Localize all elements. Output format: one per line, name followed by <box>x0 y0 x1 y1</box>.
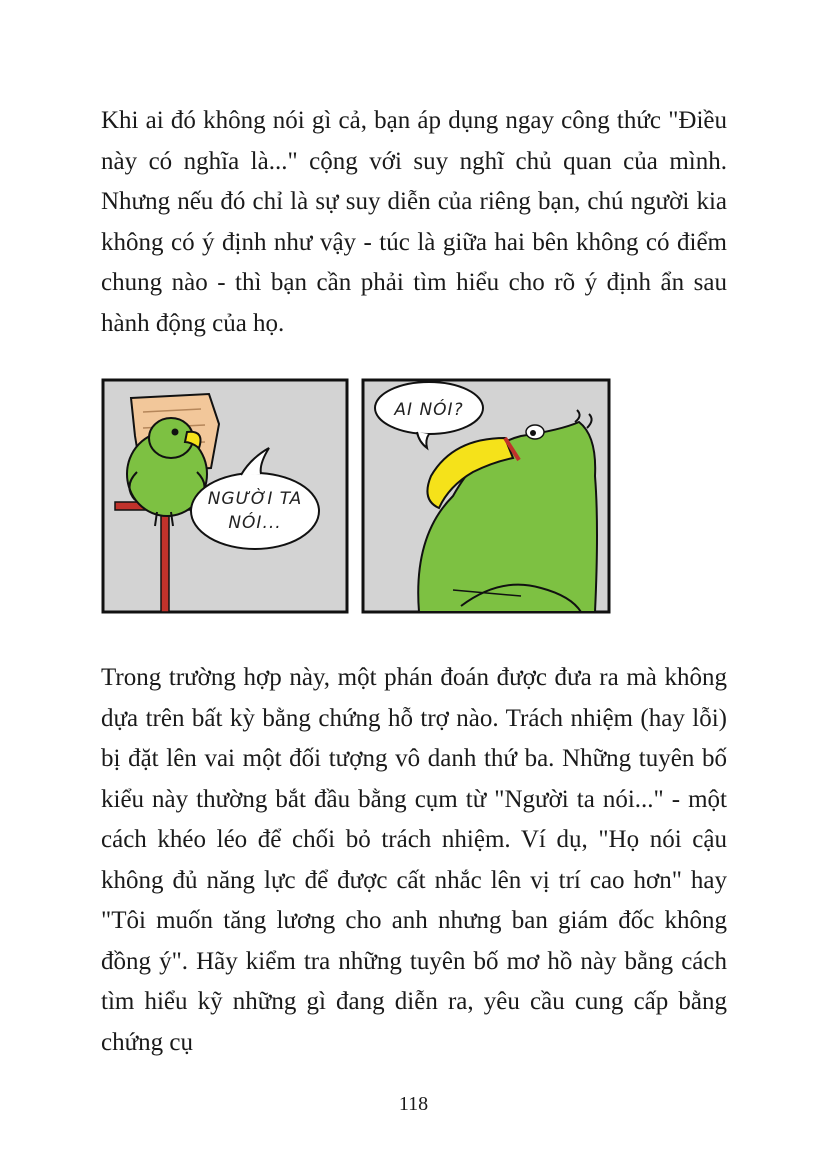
speech-bubble-text-3: AI NÓI? <box>394 400 464 420</box>
comic-panel-1 <box>103 380 347 612</box>
paragraph-2: Trong trường hợp này, một phán đoán được đưa ra mà không dựa trên bất kỳ bằng chứng hỗ trợ nào. Trách nhiệm (hay lỗi) bị đặt lên vai một đối tượng vô danh thứ ba. Những tuyên bố kiểu này thường bắt đầu bằng cụm từ "Người ta nói..." - một cách khéo léo để chối bỏ trách nhiệm. Ví dụ, "Họ nói cậu không đủ năng lực để được cất nhắc lên vị trí cao hơn" hay "Tôi muốn tăng lương cho anh nhưng ban giám đốc không đồng ý". Hãy kiểm tra những tuyên bố mơ hồ này bằng cách tìm hiểu kỹ những gì đang diễn ra, yêu cầu cung cấp bằng chứng cụ <box>101 664 727 1056</box>
comic-strip <box>101 376 613 634</box>
comic-panel-2 <box>363 380 609 612</box>
speech-bubble-text-2: NÓI... <box>228 513 282 533</box>
comic-illustration <box>101 376 613 634</box>
page-number: 118 <box>398 1093 429 1115</box>
paragraph-1: Khi ai đó không nói gì cả, bạn áp dụng ngay công thức "Điều này có nghĩa là..." cộng với suy nghĩ chủ quan của mình. Nhưng nếu đó chỉ là sự suy diễn của riêng bạn, chú người kia không có ý định như vậy - túc là giữa hai bên không có điểm chung nào - thì bạn cần phải tìm hiểu cho rõ ý định ẩn sau hành động của họ. <box>101 107 727 337</box>
speech-bubble-text-1: NGƯỜI TA <box>207 489 303 509</box>
